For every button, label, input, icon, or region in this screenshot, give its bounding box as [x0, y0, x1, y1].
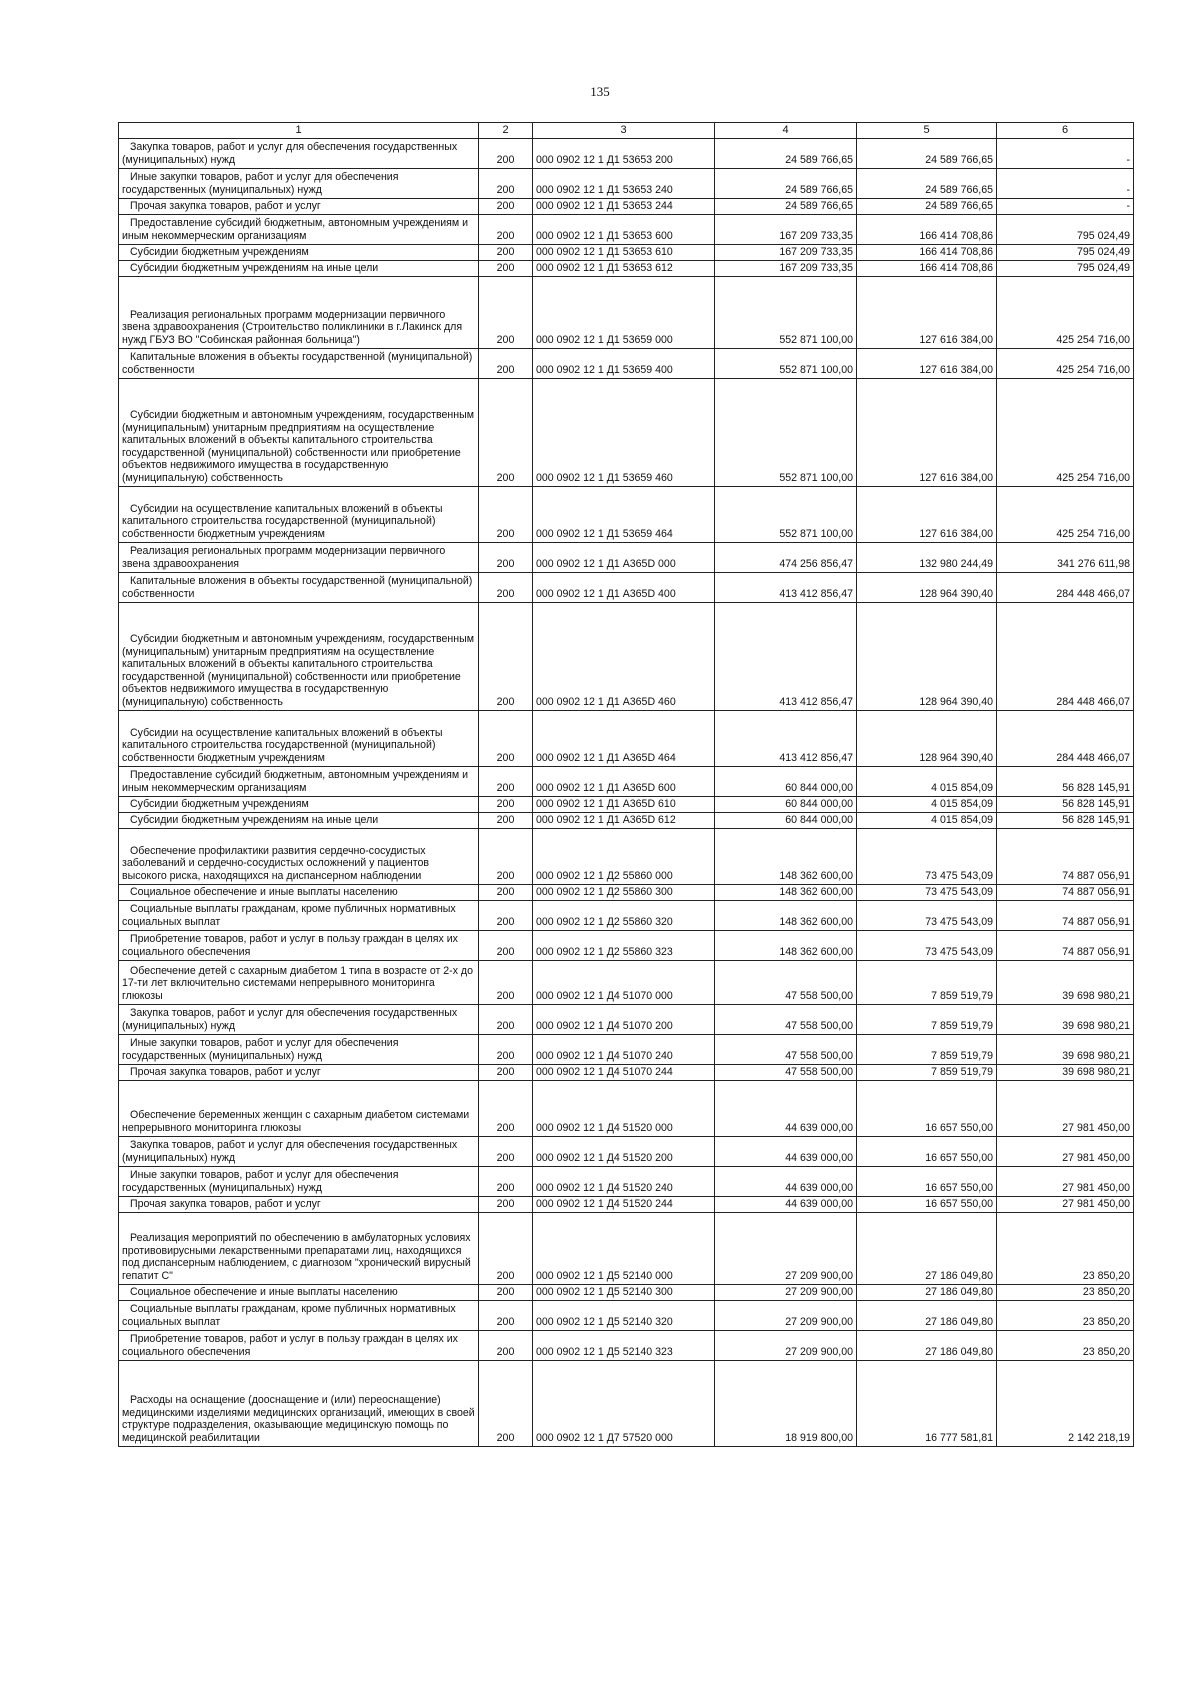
value-col4-cell: 27 209 900,00: [715, 1330, 857, 1360]
table-body: [119, 138, 1134, 1446]
name-cell: [119, 1300, 479, 1330]
row-label: Обеспечение детей с сахарным диабетом 1 типа в возрасте от 2-х до 17-ти лет включительно системами непрерывного мониторинга глюкозы: [122, 964, 474, 1002]
value-col5-cell: 16 657 550,00: [857, 1136, 997, 1166]
code-cell: 000 0902 12 1 Д5 52140 320: [533, 1300, 715, 1330]
code-cell: 000 0902 12 1 Д2 55860 320: [533, 900, 715, 930]
row-label: Иные закупки товаров, работ и услуг для обеспечения государственных (муниципальных) нужд: [122, 1037, 399, 1062]
column-header: 3: [533, 123, 715, 139]
value-col4-cell: 60 844 000,00: [715, 812, 857, 828]
group-cell: 200: [479, 138, 533, 168]
value-col4-cell: 474 256 856,47: [715, 542, 857, 572]
name-cell: [119, 1064, 479, 1080]
code-cell: 000 0902 12 1 Д1 53653 612: [533, 260, 715, 276]
group-cell: 200: [479, 1196, 533, 1212]
value-col6-cell: 2 142 218,19: [997, 1360, 1134, 1446]
name-cell: [119, 260, 479, 276]
column-header: 1: [119, 123, 479, 139]
value-col4-cell: 27 209 900,00: [715, 1300, 857, 1330]
value-col6-cell: 425 254 716,00: [997, 348, 1134, 378]
row-label: Прочая закупка товаров, работ и услуг: [130, 1198, 321, 1210]
value-col6-cell: -: [997, 198, 1134, 214]
group-cell: 200: [479, 796, 533, 812]
code-cell: 000 0902 12 1 Д1 53653 600: [533, 214, 715, 244]
table-row: [119, 276, 1134, 348]
table-row: [119, 1212, 1134, 1284]
value-col5-cell: 7 859 519,79: [857, 960, 997, 1004]
table-row: [119, 572, 1134, 602]
value-col6-cell: 23 850,20: [997, 1300, 1134, 1330]
value-col4-cell: 47 558 500,00: [715, 1034, 857, 1064]
value-col4-cell: 552 871 100,00: [715, 348, 857, 378]
table-row: [119, 1080, 1134, 1136]
value-col4-cell: 47 558 500,00: [715, 1004, 857, 1034]
group-cell: 200: [479, 276, 533, 348]
header-row: [119, 123, 1134, 139]
table-row: [119, 1064, 1134, 1080]
row-label: Предоставление субсидий бюджетным, автономным учреждениям и иным некоммерческим организациям: [122, 769, 469, 794]
table-row: [119, 828, 1134, 884]
group-cell: 200: [479, 214, 533, 244]
table-row: [119, 1330, 1134, 1360]
group-cell: 200: [479, 1330, 533, 1360]
value-col5-cell: 127 616 384,00: [857, 348, 997, 378]
row-label: Реализация региональных программ модернизации первичного звена здравоохранения (Строительство поликлиники в г.Лакинск для нужд ГБУЗ ВО "Собинская районная больница"): [122, 308, 463, 346]
name-cell: [119, 572, 479, 602]
row-label: Субсидии бюджетным учреждениям: [130, 246, 309, 258]
value-col6-cell: 425 254 716,00: [997, 378, 1134, 486]
table-row: [119, 930, 1134, 960]
name-cell: [119, 930, 479, 960]
value-col6-cell: 425 254 716,00: [997, 276, 1134, 348]
column-header: 6: [997, 123, 1134, 139]
table-row: [119, 1004, 1134, 1034]
value-col6-cell: 284 448 466,07: [997, 572, 1134, 602]
value-col5-cell: 127 616 384,00: [857, 486, 997, 542]
value-col6-cell: 23 850,20: [997, 1284, 1134, 1300]
value-col5-cell: 73 475 543,09: [857, 930, 997, 960]
name-cell: [119, 1284, 479, 1300]
group-cell: 200: [479, 710, 533, 766]
value-col5-cell: 27 186 049,80: [857, 1330, 997, 1360]
table-row: [119, 1300, 1134, 1330]
table-row: [119, 766, 1134, 796]
group-cell: 200: [479, 244, 533, 260]
value-col6-cell: 56 828 145,91: [997, 812, 1134, 828]
value-col6-cell: 39 698 980,21: [997, 960, 1134, 1004]
value-col4-cell: 552 871 100,00: [715, 486, 857, 542]
row-label: Социальное обеспечение и иные выплаты населению: [130, 886, 398, 898]
code-cell: 000 0902 12 1 Д4 51070 244: [533, 1064, 715, 1080]
name-cell: [119, 1360, 479, 1446]
value-col4-cell: 148 362 600,00: [715, 828, 857, 884]
value-col5-cell: 7 859 519,79: [857, 1064, 997, 1080]
code-cell: 000 0902 12 1 Д1 А365D 000: [533, 542, 715, 572]
column-header: 2: [479, 123, 533, 139]
code-cell: 000 0902 12 1 Д4 51520 240: [533, 1166, 715, 1196]
table-row: [119, 710, 1134, 766]
code-cell: 000 0902 12 1 Д1 А365D 612: [533, 812, 715, 828]
table-header: [119, 123, 1134, 139]
code-cell: 000 0902 12 1 Д2 55860 000: [533, 828, 715, 884]
code-cell: 000 0902 12 1 Д1 А365D 400: [533, 572, 715, 602]
group-cell: 200: [479, 260, 533, 276]
group-cell: 200: [479, 1136, 533, 1166]
group-cell: 200: [479, 960, 533, 1004]
table-row: [119, 486, 1134, 542]
value-col6-cell: 27 981 450,00: [997, 1080, 1134, 1136]
row-label: Капитальные вложения в объекты государственной (муниципальной) собственности: [122, 351, 473, 376]
value-col6-cell: 795 024,49: [997, 260, 1134, 276]
name-cell: [119, 1004, 479, 1034]
code-cell: 000 0902 12 1 Д5 52140 000: [533, 1212, 715, 1284]
row-label: Закупка товаров, работ и услуг для обеспечения государственных (муниципальных) нужд: [122, 1007, 458, 1032]
group-cell: 200: [479, 168, 533, 198]
value-col5-cell: 27 186 049,80: [857, 1300, 997, 1330]
value-col6-cell: 795 024,49: [997, 244, 1134, 260]
group-cell: 200: [479, 766, 533, 796]
value-col5-cell: 16 657 550,00: [857, 1166, 997, 1196]
group-cell: 200: [479, 1284, 533, 1300]
table-row: [119, 348, 1134, 378]
value-col4-cell: 18 919 800,00: [715, 1360, 857, 1446]
value-col5-cell: 16 657 550,00: [857, 1080, 997, 1136]
row-label: Субсидии на осуществление капитальных вложений в объекты капитального строительства государственной (муниципальной) собственности бюджетным учреждениям: [122, 502, 443, 540]
value-col5-cell: 4 015 854,09: [857, 796, 997, 812]
value-col4-cell: 24 589 766,65: [715, 138, 857, 168]
value-col4-cell: 413 412 856,47: [715, 602, 857, 710]
row-label: Закупка товаров, работ и услуг для обеспечения государственных (муниципальных) нужд: [122, 1139, 458, 1164]
code-cell: 000 0902 12 1 Д1 А365D 610: [533, 796, 715, 812]
value-col4-cell: 24 589 766,65: [715, 198, 857, 214]
value-col5-cell: 7 859 519,79: [857, 1034, 997, 1064]
code-cell: 000 0902 12 1 Д1 53653 244: [533, 198, 715, 214]
value-col6-cell: 39 698 980,21: [997, 1034, 1134, 1064]
name-cell: [119, 138, 479, 168]
group-cell: 200: [479, 1360, 533, 1446]
row-label: Приобретение товаров, работ и услуг в пользу граждан в целях их социального обеспечения: [122, 1333, 458, 1358]
name-cell: [119, 828, 479, 884]
name-cell: [119, 796, 479, 812]
name-cell: [119, 1080, 479, 1136]
table-row: [119, 1196, 1134, 1212]
code-cell: 000 0902 12 1 Д5 52140 300: [533, 1284, 715, 1300]
name-cell: [119, 244, 479, 260]
value-col6-cell: 27 981 450,00: [997, 1166, 1134, 1196]
code-cell: 000 0902 12 1 Д4 51520 200: [533, 1136, 715, 1166]
value-col4-cell: 44 639 000,00: [715, 1196, 857, 1212]
row-label: Социальные выплаты гражданам, кроме публичных нормативных социальных выплат: [122, 903, 456, 928]
value-col5-cell: 127 616 384,00: [857, 378, 997, 486]
value-col5-cell: 128 964 390,40: [857, 710, 997, 766]
value-col4-cell: 44 639 000,00: [715, 1080, 857, 1136]
value-col6-cell: 39 698 980,21: [997, 1064, 1134, 1080]
group-cell: 200: [479, 930, 533, 960]
group-cell: 200: [479, 542, 533, 572]
table-row: [119, 602, 1134, 710]
value-col6-cell: 425 254 716,00: [997, 486, 1134, 542]
value-col5-cell: 27 186 049,80: [857, 1284, 997, 1300]
group-cell: 200: [479, 1034, 533, 1064]
value-col6-cell: 74 887 056,91: [997, 930, 1134, 960]
value-col5-cell: 7 859 519,79: [857, 1004, 997, 1034]
group-cell: 200: [479, 828, 533, 884]
name-cell: [119, 1034, 479, 1064]
row-label: Обеспечение профилактики развития сердечно-сосудистых заболеваний и сердечно-сосудистых осложнений у пациентов высокого риска, находящихся на диспансерном наблюдении: [122, 844, 430, 882]
name-cell: [119, 348, 479, 378]
budget-table: [118, 122, 1134, 1447]
table-row: [119, 198, 1134, 214]
group-cell: 200: [479, 1300, 533, 1330]
name-cell: [119, 1196, 479, 1212]
row-label: Субсидии на осуществление капитальных вложений в объекты капитального строительства государственной (муниципальной) собственности бюджетным учреждениям: [122, 726, 443, 764]
group-cell: 200: [479, 900, 533, 930]
value-col6-cell: 27 981 450,00: [997, 1136, 1134, 1166]
row-label: Прочая закупка товаров, работ и услуг: [130, 200, 321, 212]
code-cell: 000 0902 12 1 Д2 55860 323: [533, 930, 715, 960]
name-cell: [119, 1212, 479, 1284]
code-cell: 000 0902 12 1 Д7 57520 000: [533, 1360, 715, 1446]
value-col4-cell: 552 871 100,00: [715, 276, 857, 348]
value-col5-cell: 73 475 543,09: [857, 884, 997, 900]
name-cell: [119, 198, 479, 214]
value-col6-cell: 74 887 056,91: [997, 900, 1134, 930]
value-col5-cell: 166 414 708,86: [857, 244, 997, 260]
code-cell: 000 0902 12 1 Д1 53659 460: [533, 378, 715, 486]
row-label: Прочая закупка товаров, работ и услуг: [130, 1066, 321, 1078]
code-cell: 000 0902 12 1 Д5 52140 323: [533, 1330, 715, 1360]
group-cell: 200: [479, 884, 533, 900]
value-col5-cell: 4 015 854,09: [857, 766, 997, 796]
name-cell: [119, 812, 479, 828]
row-label: Реализация региональных программ модернизации первичного звена здравоохранения: [122, 545, 446, 570]
table-row: [119, 1360, 1134, 1446]
value-col6-cell: 39 698 980,21: [997, 1004, 1134, 1034]
group-cell: 200: [479, 812, 533, 828]
name-cell: [119, 214, 479, 244]
row-label: Закупка товаров, работ и услуг для обеспечения государственных (муниципальных) нужд: [122, 141, 458, 166]
column-header: 4: [715, 123, 857, 139]
value-col5-cell: 4 015 854,09: [857, 812, 997, 828]
name-cell: [119, 378, 479, 486]
group-cell: 200: [479, 378, 533, 486]
value-col4-cell: 47 558 500,00: [715, 960, 857, 1004]
row-label: Приобретение товаров, работ и услуг в пользу граждан в целях их социального обеспечения: [122, 933, 458, 958]
row-label: Расходы на оснащение (дооснащение и (или) переоснащение) медицинскими изделиями медицинских организаций, имеющих в своей структуре подразделения, оказывающие медицинскую помощь по медицинской реабилитации: [122, 1394, 475, 1444]
value-col5-cell: 128 964 390,40: [857, 572, 997, 602]
name-cell: [119, 710, 479, 766]
row-label: Субсидии бюджетным учреждениям на иные цели: [130, 814, 379, 826]
group-cell: 200: [479, 1166, 533, 1196]
group-cell: 200: [479, 1064, 533, 1080]
group-cell: 200: [479, 198, 533, 214]
group-cell: 200: [479, 348, 533, 378]
table-row: [119, 168, 1134, 198]
row-label: Социальные выплаты гражданам, кроме публичных нормативных социальных выплат: [122, 1303, 456, 1328]
value-col6-cell: 56 828 145,91: [997, 796, 1134, 812]
code-cell: 000 0902 12 1 Д1 53653 200: [533, 138, 715, 168]
value-col5-cell: 16 777 581,81: [857, 1360, 997, 1446]
table-row: [119, 1166, 1134, 1196]
value-col5-cell: 132 980 244,49: [857, 542, 997, 572]
value-col5-cell: 24 589 766,65: [857, 168, 997, 198]
code-cell: 000 0902 12 1 Д1 А365D 460: [533, 602, 715, 710]
table-row: [119, 260, 1134, 276]
row-label: Капитальные вложения в объекты государственной (муниципальной) собственности: [122, 575, 473, 600]
code-cell: 000 0902 12 1 Д4 51520 000: [533, 1080, 715, 1136]
value-col4-cell: 148 362 600,00: [715, 900, 857, 930]
value-col5-cell: 127 616 384,00: [857, 276, 997, 348]
value-col4-cell: 148 362 600,00: [715, 884, 857, 900]
group-cell: 200: [479, 602, 533, 710]
value-col6-cell: 795 024,49: [997, 214, 1134, 244]
group-cell: 200: [479, 1080, 533, 1136]
value-col5-cell: 166 414 708,86: [857, 260, 997, 276]
value-col4-cell: 167 209 733,35: [715, 214, 857, 244]
value-col6-cell: 341 276 611,98: [997, 542, 1134, 572]
value-col4-cell: 44 639 000,00: [715, 1166, 857, 1196]
table-row: [119, 1034, 1134, 1064]
row-label: Иные закупки товаров, работ и услуг для обеспечения государственных (муниципальных) нужд: [122, 1169, 399, 1194]
value-col4-cell: 24 589 766,65: [715, 168, 857, 198]
value-col5-cell: 27 186 049,80: [857, 1212, 997, 1284]
row-label: Субсидии бюджетным учреждениям: [130, 798, 309, 810]
row-label: Предоставление субсидий бюджетным, автономным учреждениям и иным некоммерческим организациям: [122, 217, 469, 242]
row-label: Субсидии бюджетным и автономным учреждениям, государственным (муниципальным) унитарным предприятиям на осуществление капитальных вложений в объекты капитального строительства государственной (муниципальной) собственности или приобретение объектов недвижимого имущества в государственную (муниципальную) собственность: [122, 633, 475, 708]
name-cell: [119, 884, 479, 900]
value-col5-cell: 73 475 543,09: [857, 828, 997, 884]
value-col5-cell: 128 964 390,40: [857, 602, 997, 710]
value-col4-cell: 552 871 100,00: [715, 378, 857, 486]
group-cell: 200: [479, 572, 533, 602]
value-col4-cell: 60 844 000,00: [715, 766, 857, 796]
value-col4-cell: 167 209 733,35: [715, 260, 857, 276]
value-col5-cell: 166 414 708,86: [857, 214, 997, 244]
value-col6-cell: 23 850,20: [997, 1330, 1134, 1360]
value-col6-cell: -: [997, 168, 1134, 198]
table-row: [119, 884, 1134, 900]
group-cell: 200: [479, 1004, 533, 1034]
table-row: [119, 214, 1134, 244]
code-cell: 000 0902 12 1 Д1 53659 400: [533, 348, 715, 378]
value-col4-cell: 44 639 000,00: [715, 1136, 857, 1166]
row-label: Субсидии бюджетным и автономным учреждениям, государственным (муниципальным) унитарным предприятиям на осуществление капитальных вложений в объекты капитального строительства государственной (муниципальной) собственности или приобретение объектов недвижимого имущества в государственную (муниципальную) собственность: [122, 409, 475, 484]
value-col6-cell: 23 850,20: [997, 1212, 1134, 1284]
value-col5-cell: 24 589 766,65: [857, 138, 997, 168]
code-cell: 000 0902 12 1 Д2 55860 300: [533, 884, 715, 900]
value-col6-cell: 56 828 145,91: [997, 766, 1134, 796]
name-cell: [119, 900, 479, 930]
table-row: [119, 244, 1134, 260]
name-cell: [119, 1166, 479, 1196]
code-cell: 000 0902 12 1 Д4 51520 244: [533, 1196, 715, 1212]
name-cell: [119, 1330, 479, 1360]
code-cell: 000 0902 12 1 Д1 А365D 600: [533, 766, 715, 796]
row-label: Реализация мероприятий по обеспечению в амбулаторных условиях противовирусными лекарственными препаратами лиц, находящихся под диспансерным наблюдением, с диагнозом "хронический вирусный гепатит С": [122, 1232, 471, 1282]
code-cell: 000 0902 12 1 Д4 51070 000: [533, 960, 715, 1004]
value-col5-cell: 24 589 766,65: [857, 198, 997, 214]
value-col6-cell: 284 448 466,07: [997, 710, 1134, 766]
name-cell: [119, 1136, 479, 1166]
value-col6-cell: -: [997, 138, 1134, 168]
code-cell: 000 0902 12 1 Д4 51070 240: [533, 1034, 715, 1064]
table-row: [119, 900, 1134, 930]
value-col6-cell: 284 448 466,07: [997, 602, 1134, 710]
page-number: 135: [590, 84, 610, 99]
name-cell: [119, 960, 479, 1004]
name-cell: [119, 486, 479, 542]
name-cell: [119, 542, 479, 572]
value-col4-cell: 27 209 900,00: [715, 1212, 857, 1284]
value-col6-cell: 27 981 450,00: [997, 1196, 1134, 1212]
table-row: [119, 960, 1134, 1004]
value-col6-cell: 74 887 056,91: [997, 884, 1134, 900]
code-cell: 000 0902 12 1 Д1 53653 610: [533, 244, 715, 260]
table-row: [119, 378, 1134, 486]
value-col4-cell: 27 209 900,00: [715, 1284, 857, 1300]
value-col4-cell: 60 844 000,00: [715, 796, 857, 812]
row-label: Обеспечение беременных женщин с сахарным диабетом системами непрерывного мониторинга глюкозы: [122, 1109, 470, 1134]
row-label: Социальное обеспечение и иные выплаты населению: [130, 1286, 398, 1298]
value-col6-cell: 74 887 056,91: [997, 828, 1134, 884]
name-cell: [119, 276, 479, 348]
table-row: [119, 138, 1134, 168]
value-col4-cell: 413 412 856,47: [715, 572, 857, 602]
table-row: [119, 1136, 1134, 1166]
group-cell: 200: [479, 1212, 533, 1284]
row-label: Субсидии бюджетным учреждениям на иные цели: [130, 262, 379, 274]
row-label: Иные закупки товаров, работ и услуг для обеспечения государственных (муниципальных) нужд: [122, 171, 399, 196]
value-col4-cell: 167 209 733,35: [715, 244, 857, 260]
code-cell: 000 0902 12 1 Д1 53653 240: [533, 168, 715, 198]
code-cell: 000 0902 12 1 Д1 А365D 464: [533, 710, 715, 766]
value-col4-cell: 148 362 600,00: [715, 930, 857, 960]
table-row: [119, 812, 1134, 828]
group-cell: 200: [479, 486, 533, 542]
code-cell: 000 0902 12 1 Д4 51070 200: [533, 1004, 715, 1034]
value-col5-cell: 73 475 543,09: [857, 900, 997, 930]
value-col4-cell: 47 558 500,00: [715, 1064, 857, 1080]
code-cell: 000 0902 12 1 Д1 53659 464: [533, 486, 715, 542]
table-row: [119, 796, 1134, 812]
value-col5-cell: 16 657 550,00: [857, 1196, 997, 1212]
value-col4-cell: 413 412 856,47: [715, 710, 857, 766]
table-row: [119, 1284, 1134, 1300]
code-cell: 000 0902 12 1 Д1 53659 000: [533, 276, 715, 348]
column-header: 5: [857, 123, 997, 139]
table-row: [119, 542, 1134, 572]
name-cell: [119, 602, 479, 710]
name-cell: [119, 766, 479, 796]
name-cell: [119, 168, 479, 198]
